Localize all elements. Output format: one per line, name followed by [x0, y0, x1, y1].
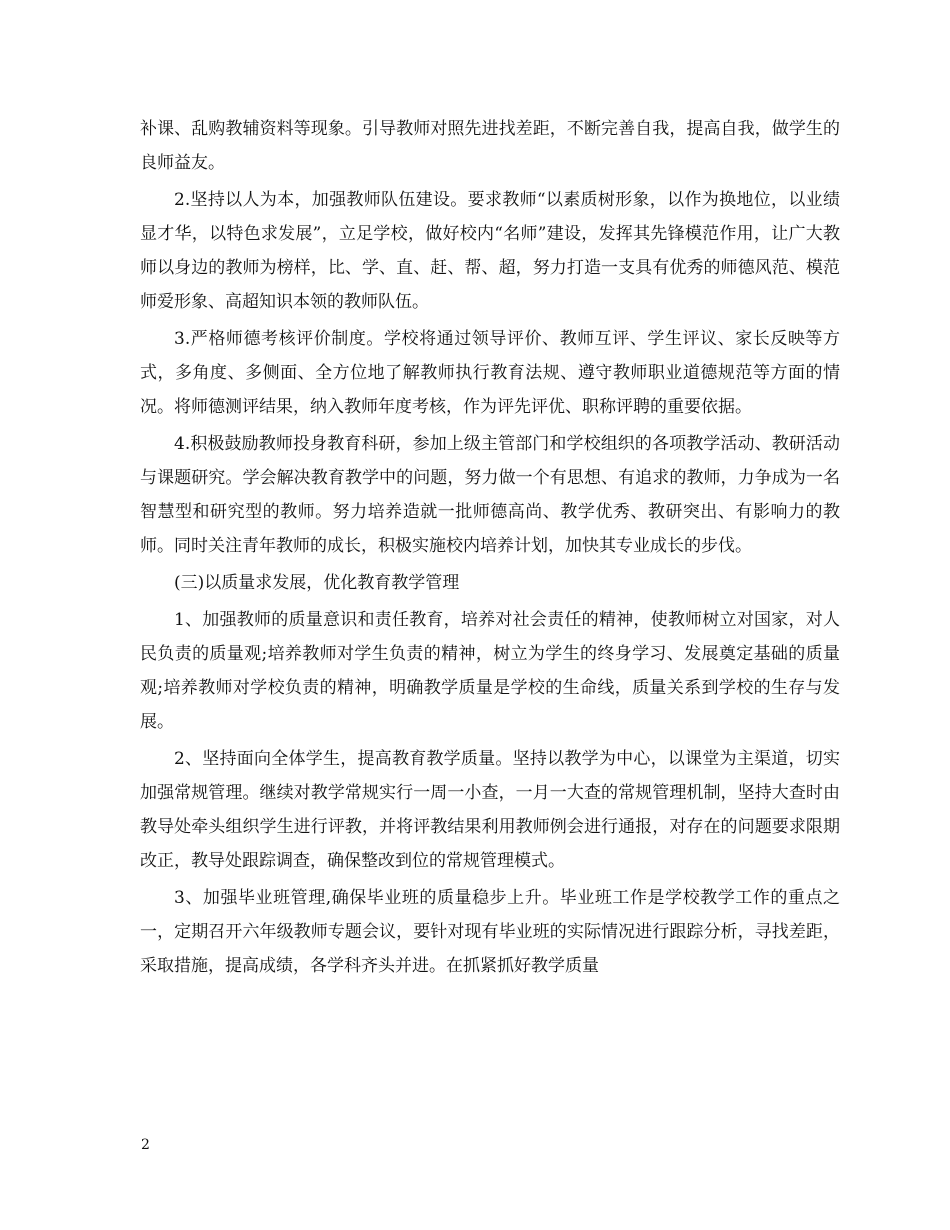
- section-heading-quality: (三)以质量求发展，优化教育教学管理: [174, 573, 460, 593]
- paragraph-education-research: 4.积极鼓励教师投身教育科研，参加上级主管部门和学校组织的各项教学活动、教研活动与课题研究。学会解决教育教学中的问题，努力做一个有思想、有追求的教师，力争成为一名智慧型和研究型的教师。努力培养造就一批师德高尚、教学优秀、教研突出、有影响力的教师。同时关注青年教师的成长，积极实施校内培养计划，加快其专业成长的步伐。: [140, 434, 840, 556]
- page-number: 2: [141, 1137, 150, 1153]
- paragraph-ethics-evaluation: 3.严格师德考核评价制度。学校将通过领导评价、教师互评、学生评议、家长反映等方式，多角度、多侧面、全方位地了解教师执行教育法规、遵守教师职业道德规范等方面的情况。将师德测评结果，纳入教师年度考核，作为评先评优、职称评聘的重要依据。: [140, 329, 840, 417]
- paragraph-routine-management: 2、坚持面向全体学生，提高教育教学质量。坚持以教学为中心，以课堂为主渠道，切实加强常规管理。继续对教学常规实行一周一小查，一月一大查的常规管理机制，坚持大查时由教导处牵头组织学生进行评教，并将评教结果利用教师例会进行通报，对存在的问题要求限期改正，教导处跟踪调查，确保整改到位的常规管理模式。: [140, 749, 840, 871]
- paragraph-quality-awareness: 1、加强教师的质量意识和责任教育，培养对社会责任的精神，使教师树立对国家，对人民负责的质量观;培养教师对学生负责的精神，树立为学生的终身学习、发展奠定基础的质量观;培养教师对学校负责的精神，明确教学质量是学校的生命线，质量关系到学校的生存与发展。: [140, 610, 840, 732]
- body-text: [140, 112, 840, 986]
- paragraph-continuation: 补课、乱购教辅资料等现象。引导教师对照先进找差距，不断完善自我，提高自我，做学生的良师益友。: [140, 119, 840, 173]
- paragraph-graduating-class: 3、加强毕业班管理,确保毕业班的质量稳步上升。毕业班工作是学校教学工作的重点之一，定期召开六年级教师专题会议，要针对现有毕业班的实际情况进行跟踪分析，寻找差距，采取措施，提高成绩，各学科齐头并进。在抓紧抓好教学质量: [140, 888, 840, 976]
- paragraph-teacher-team-building: 2.坚持以人为本，加强教师队伍建设。要求教师“以素质树形象，以作为换地位，以业绩显才华，以特色求发展”，立足学校，做好校内“名师”建设，发挥其先锋模范作用，让广大教师以身边的教师为榜样，比、学、直、赶、帮、超，努力打造一支具有优秀的师德风范、模范师爱形象、高超知识本领的教师队伍。: [140, 190, 840, 312]
